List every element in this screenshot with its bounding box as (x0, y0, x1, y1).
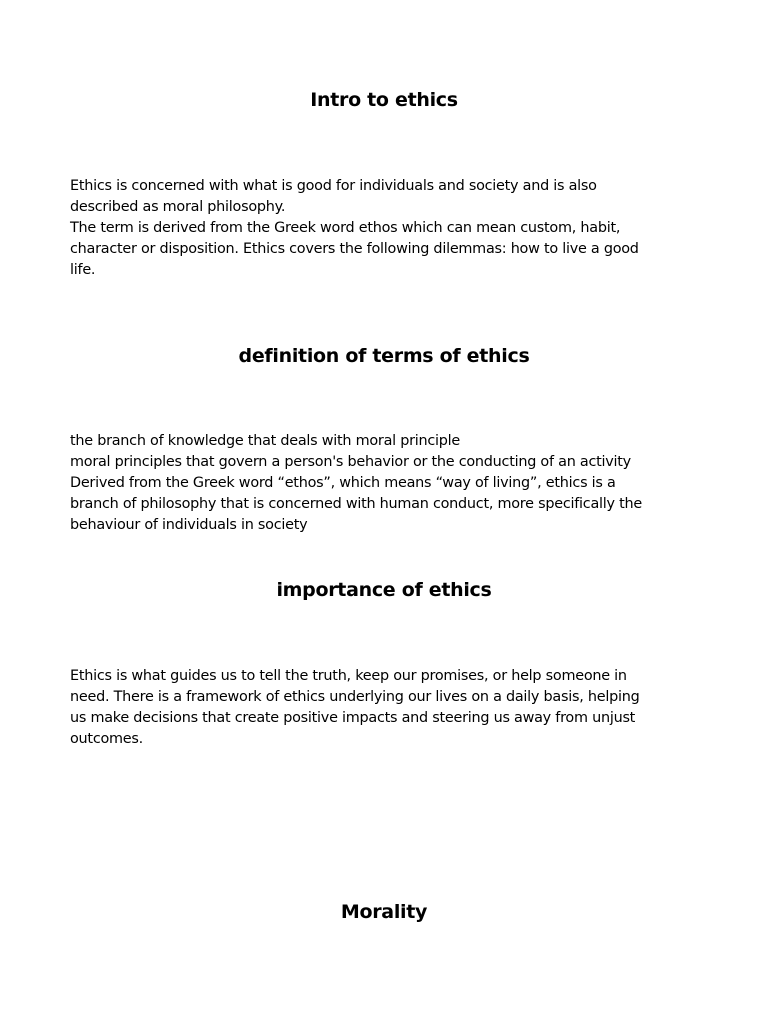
section-body-importance (70, 666, 710, 750)
body-line: described as moral philosophy. (70, 199, 286, 215)
body-line: Ethics is concerned with what is good for individuals and society and is also (70, 178, 597, 194)
body-line: outcomes. (70, 731, 143, 747)
body-line: us make decisions that create positive impacts and steering us away from unjust (70, 710, 636, 726)
body-line: character or disposition. Ethics covers the following dilemmas: how to live a good (70, 241, 639, 257)
section-heading-morality: Morality (340, 901, 428, 923)
body-line: moral principles that govern a person's behavior or the conducting of an activity (70, 454, 631, 470)
section-heading-importance: importance of ethics (276, 579, 492, 601)
section-body-definition (70, 431, 710, 536)
body-line: behaviour of individuals in society (70, 517, 308, 533)
body-line: need. There is a framework of ethics underlying our lives on a daily basis, helping (70, 689, 640, 705)
body-line: life. (70, 262, 96, 278)
body-line: Derived from the Greek word “ethos”, which means “way of living”, ethics is a (70, 475, 616, 491)
body-line: branch of philosophy that is concerned with human conduct, more specifically the (70, 496, 642, 512)
body-line: The term is derived from the Greek word ethos which can mean custom, habit, (70, 220, 621, 236)
section-heading-definition: definition of terms of ethics (238, 345, 530, 367)
section-body-intro (70, 176, 710, 281)
body-line: Ethics is what guides us to tell the truth, keep our promises, or help someone in (70, 668, 627, 684)
section-heading-intro: Intro to ethics (310, 89, 458, 111)
body-line: the branch of knowledge that deals with moral principle (70, 433, 461, 449)
